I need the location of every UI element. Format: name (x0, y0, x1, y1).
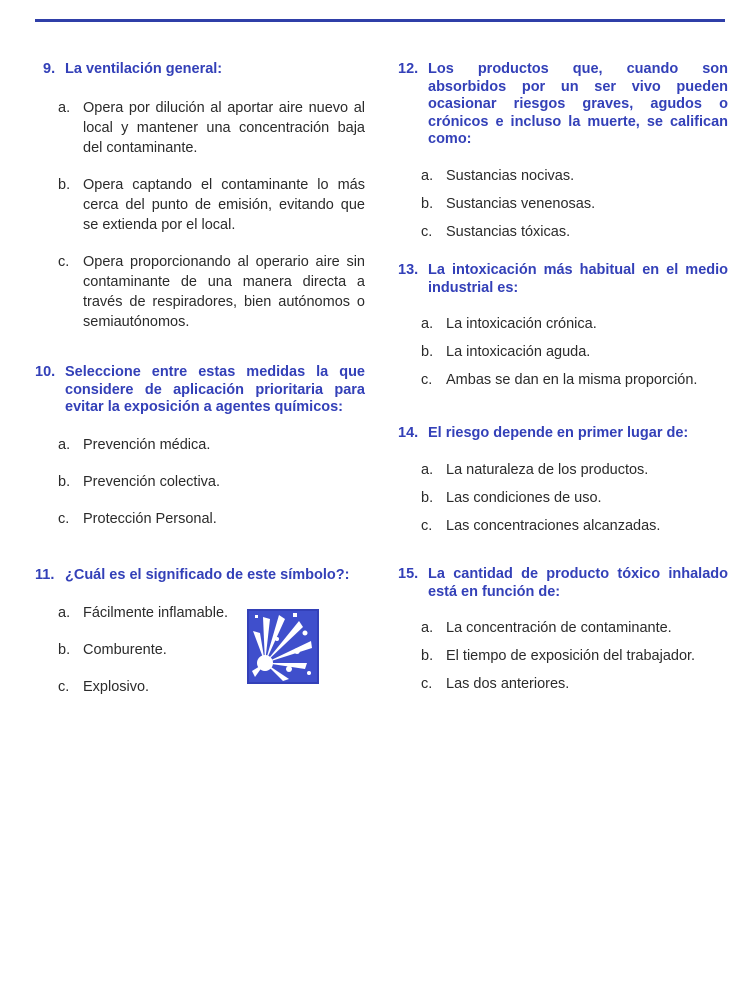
option-text: Las concentraciones alcanzadas. (446, 517, 661, 534)
option-letter: a. (421, 620, 434, 636)
option-text: La intoxicación crónica. (446, 316, 597, 332)
options-list (35, 435, 365, 529)
option-text: Opera captando el contaminante lo más cerca del punto de emisión, evitando que se extienda por el local. (83, 176, 365, 233)
options-list (35, 98, 365, 332)
question-number: 14. (398, 425, 419, 441)
option-letter: a. (421, 461, 434, 478)
option-a (398, 314, 728, 334)
option-letter: c. (421, 372, 433, 388)
question-number: 10. (35, 364, 56, 380)
option-text: La intoxicación aguda. (446, 344, 591, 360)
question-heading (398, 262, 728, 297)
option-c (35, 509, 365, 529)
option-a (398, 618, 728, 638)
option-text: Sustancias nocivas. (446, 167, 575, 184)
option-letter: c. (58, 510, 70, 527)
option-text: Las condiciones de uso. (446, 489, 602, 506)
question-number: 12. (398, 61, 419, 77)
option-text: La naturaleza de los productos. (446, 461, 649, 478)
option-letter: b. (58, 473, 71, 490)
option-letter: c. (421, 517, 433, 534)
question-text: El riesgo depende en primer lugar de: (428, 425, 689, 441)
question-heading (398, 566, 728, 601)
explosive-hazard-icon (247, 609, 319, 684)
option-letter: b. (58, 641, 71, 658)
option-c (398, 674, 728, 694)
question-text: La intoxicación más habitual en el medio industrial es: (428, 262, 728, 296)
option-text: Opera proporcionando al operario aire sin contaminante de una manera directa a través de respiradores, bien autónomos o semiautónomos. (83, 253, 365, 330)
question-12 (398, 61, 728, 242)
question-10 (35, 364, 365, 529)
option-letter: a. (58, 604, 71, 621)
question-text: Los productos que, cuando son absorbidos por un ser vivo pueden ocasionar riesgos graves, agudos o crónicos e incluso la muerte, se califican como: (428, 61, 728, 147)
question-heading (35, 61, 365, 79)
question-number: 9. (43, 61, 56, 77)
option-letter: b. (421, 489, 434, 506)
option-letter: b. (421, 648, 434, 664)
option-text: Sustancias venenosas. (446, 195, 596, 212)
option-c (398, 370, 728, 390)
option-b (398, 646, 728, 666)
question-heading (35, 567, 365, 585)
question-number: 13. (398, 262, 419, 278)
question-number: 11. (35, 567, 55, 583)
options-list (398, 618, 728, 694)
option-text: Protección Personal. (83, 510, 217, 527)
option-letter: b. (421, 195, 434, 212)
option-text: Prevención colectiva. (83, 473, 221, 490)
question-text: La ventilación general: (65, 61, 223, 77)
option-text: Opera por dilución al aportar aire nuevo al local y mantener una concentración baja del contaminante. (83, 99, 365, 156)
option-letter: c. (58, 678, 70, 695)
question-14 (398, 425, 728, 536)
option-letter: c. (421, 223, 433, 240)
option-letter: a. (58, 436, 71, 453)
option-text: Comburente. (83, 641, 167, 658)
option-a (35, 435, 365, 455)
options-list (398, 460, 728, 536)
option-a (35, 98, 365, 158)
option-b (398, 194, 728, 214)
option-a (398, 460, 728, 480)
option-text: La concentración de contaminante. (446, 620, 672, 636)
option-letter: b. (421, 344, 434, 360)
option-text: Sustancias tóxicas. (446, 223, 571, 240)
option-text: Fácilmente inflamable. (83, 604, 229, 621)
option-letter: c. (58, 253, 70, 270)
options-list (398, 166, 728, 242)
option-b (35, 175, 365, 235)
option-text: El tiempo de exposición del trabajador. (446, 648, 696, 664)
question-9 (35, 61, 365, 332)
top-rule (35, 19, 725, 22)
question-text: La cantidad de producto tóxico inhalado está en función de: (428, 566, 728, 600)
option-c (398, 516, 728, 536)
option-c (398, 222, 728, 242)
question-text: Seleccione entre estas medidas la que considere de aplicación prioritaria para evitar la exposición a agentes químicos: (65, 364, 365, 415)
options-list (398, 314, 728, 390)
option-letter: a. (58, 99, 71, 116)
option-letter: a. (421, 167, 434, 184)
option-text: Ambas se dan en la misma proporción. (446, 372, 698, 388)
question-heading (35, 364, 365, 417)
question-number: 15. (398, 566, 419, 582)
question-heading (398, 425, 728, 443)
option-c (35, 252, 365, 332)
option-letter: b. (58, 176, 71, 193)
question-15 (398, 566, 728, 694)
option-text: Las dos anteriores. (446, 676, 570, 692)
question-heading (398, 61, 728, 149)
option-text: Explosivo. (83, 678, 150, 695)
option-b (35, 472, 365, 492)
option-text: Prevención médica. (83, 436, 211, 453)
option-letter: c. (421, 676, 433, 692)
question-text: ¿Cuál es el significado de este símbolo?: (65, 567, 350, 583)
option-a (398, 166, 728, 186)
option-letter: a. (421, 316, 434, 332)
option-b (398, 488, 728, 508)
question-13 (398, 262, 728, 390)
option-b (398, 342, 728, 362)
